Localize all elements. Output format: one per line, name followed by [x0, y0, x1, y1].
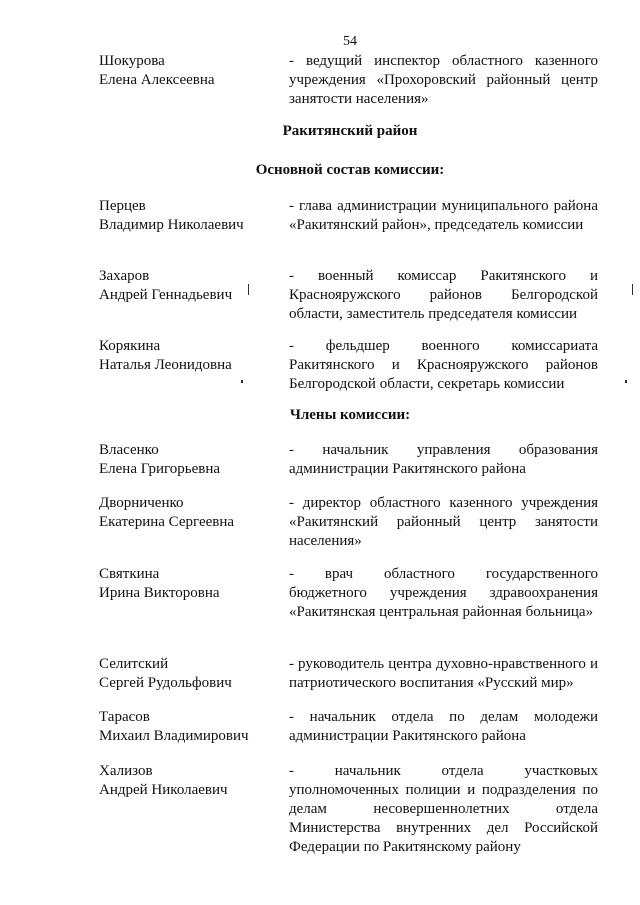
- district-title: Ракитянский район: [282, 123, 418, 139]
- member-surname: Хализов: [99, 763, 153, 779]
- member-position: - фельдшер военного комиссариата Ракитянского и Краснояружского районов Белгородской области, секретарь комиссии: [289, 338, 598, 392]
- member-surname: Селитский: [99, 656, 169, 672]
- member-surname: Власенко: [99, 442, 159, 458]
- member-name: [99, 267, 279, 305]
- member-surname: Святкина: [99, 566, 160, 582]
- member-surname: Дворниченко: [99, 495, 184, 511]
- member-position: - врач областного государственного бюджетного учреждения здравоохранения «Ракитянская центральная районная больница»: [289, 566, 598, 620]
- member-given-name: Елена Григорьевна: [99, 461, 221, 477]
- page-number: 54: [343, 34, 357, 49]
- member-name: [99, 52, 279, 90]
- members-title: Члены комиссии:: [289, 407, 411, 423]
- member-name: [99, 337, 279, 375]
- member-surname: Перцев: [99, 198, 146, 214]
- member-name: [99, 565, 279, 603]
- member-given-name: Сергей Рудольфович: [99, 675, 232, 691]
- member-surname: Шокурова: [99, 53, 165, 69]
- scan-mark: [248, 284, 249, 295]
- member-given-name: Андрей Геннадьевич: [99, 287, 233, 303]
- member-position: - руководитель центра духовно-нравственного и патриотического воспитания «Русский мир»: [289, 656, 598, 691]
- scan-mark: [241, 380, 243, 383]
- member-given-name: Елена Алексеевна: [99, 72, 215, 88]
- member-name: [99, 708, 279, 746]
- member-name: [99, 494, 279, 532]
- member-given-name: Наталья Леонидовна: [99, 357, 232, 373]
- member-given-name: Андрей Николаевич: [99, 782, 228, 798]
- scan-mark: [625, 380, 627, 383]
- member-surname: Захаров: [99, 268, 150, 284]
- member-position: - начальник отдела по делам молодежи администрации Ракитянского района: [289, 709, 598, 744]
- member-given-name: Михаил Владимирович: [99, 728, 249, 744]
- member-name: [99, 197, 279, 235]
- member-name: [99, 762, 279, 800]
- member-position: - военный комиссар Ракитянского и Краснояружского районов Белгородской области, заместитель председателя комиссии: [289, 268, 598, 322]
- member-name: [99, 441, 279, 479]
- member-given-name: Екатерина Сергеевна: [99, 514, 235, 530]
- member-position: - начальник отдела участковых уполномоченных полиции и подразделения по делам несовершеннолетних отдела Министерства внутренних дел Российской Федерации по Ракитянскому району: [289, 763, 598, 855]
- member-position: - директор областного казенного учреждения «Ракитянский районный центр занятости населения»: [289, 495, 598, 549]
- member-surname: Корякина: [99, 338, 161, 354]
- member-position: - начальник управления образования администрации Ракитянского района: [289, 442, 598, 477]
- member-surname: Тарасов: [99, 709, 150, 725]
- scan-mark: [632, 284, 633, 295]
- member-name: [99, 655, 279, 693]
- member-given-name: Ирина Викторовна: [99, 585, 220, 601]
- member-position: - глава администрации муниципального района «Ракитянский район», председатель комиссии: [289, 198, 598, 233]
- main-composition-title: Основной состав комиссии:: [255, 162, 445, 178]
- member-position: - ведущий инспектор областного казенного учреждения «Прохоровский районный центр занятости населения»: [289, 53, 598, 107]
- member-given-name: Владимир Николаевич: [99, 217, 244, 233]
